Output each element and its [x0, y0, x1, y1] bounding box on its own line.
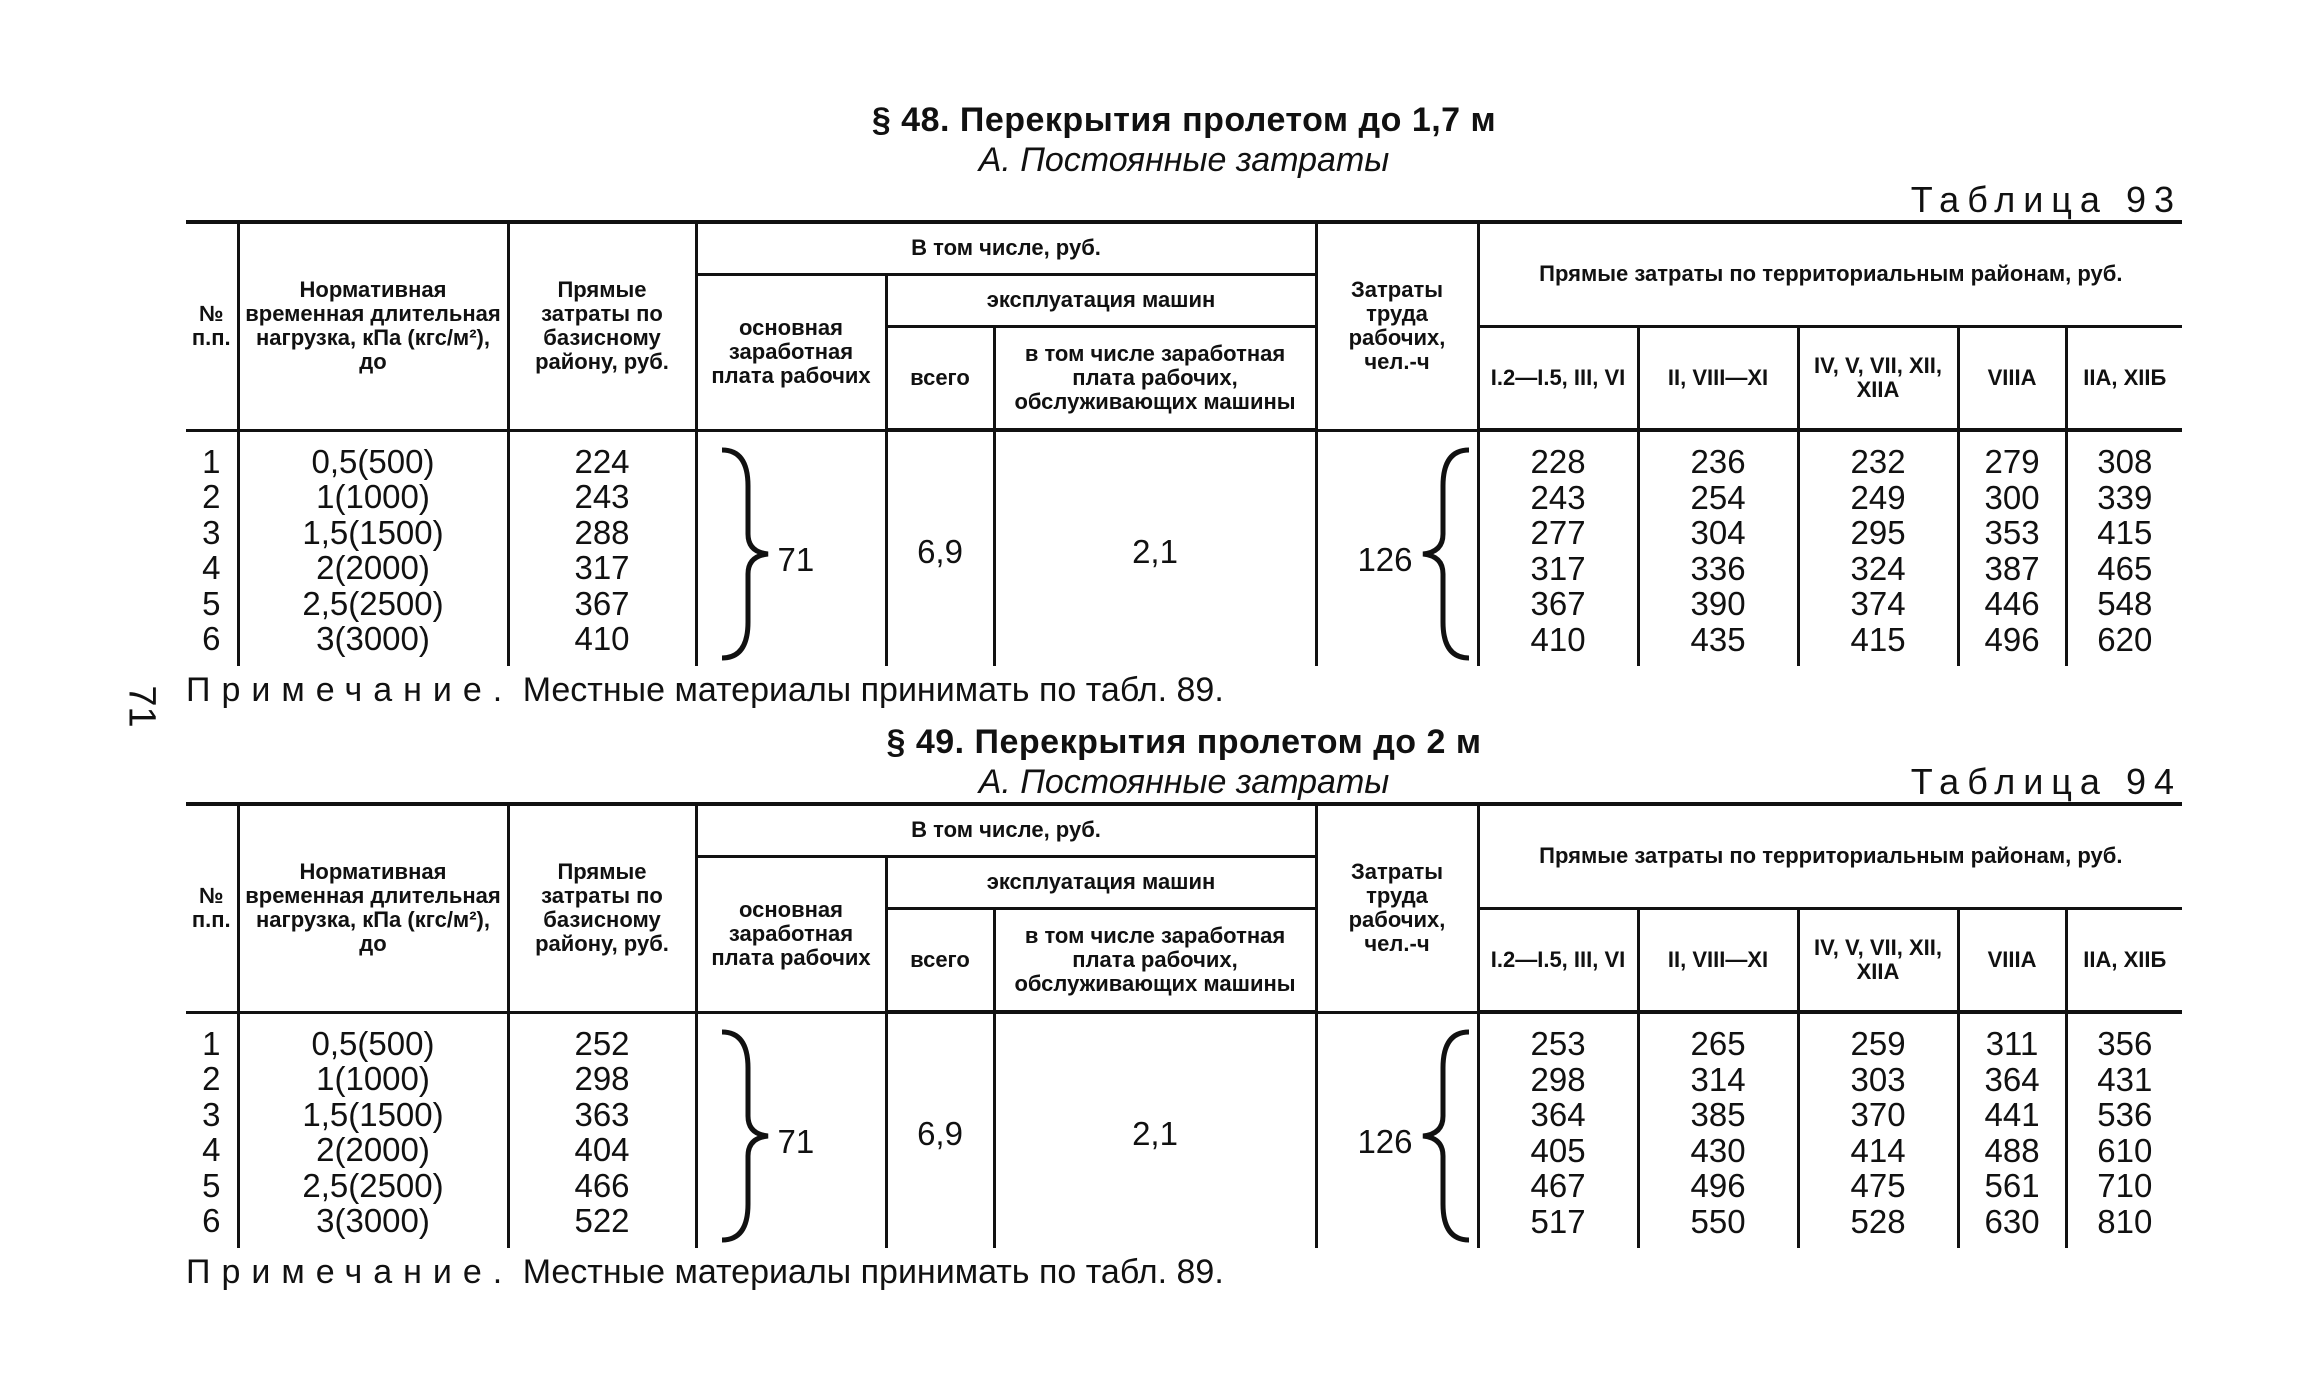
mach-total-value: 6,9	[886, 430, 994, 666]
header-region-5: IIA, XIIБ	[2066, 326, 2182, 430]
note-text: Местные материалы принимать по табл. 89.	[513, 671, 1224, 709]
header-no: № п.п.	[186, 804, 238, 1012]
right-brace-icon	[718, 1028, 774, 1244]
header-load: Нормативная временная длительная нагрузка, кПа (кгс/м²), до	[238, 804, 508, 1012]
row-numbers: 1 2 3 4 5 6	[186, 1012, 238, 1248]
region-2-values: 265 314 385 430 496 550	[1638, 1012, 1798, 1248]
header-region-4: VIIIA	[1958, 908, 2066, 1012]
direct-cost-values: 224 243 288 317 367 410	[508, 430, 696, 666]
region-4-values: 311 364 441 488 561 630	[1958, 1012, 2066, 1248]
header-region-1: I.2—I.5, III, VI	[1478, 908, 1638, 1012]
header-regional: Прямые затраты по территориальным районам, руб.	[1478, 804, 2182, 908]
header-direct: Прямые затраты по базисному району, руб.	[508, 804, 696, 1012]
header-mach-wage: в том числе заработная плата рабочих, обслуживающих машины	[994, 326, 1316, 430]
region-1-values: 253 298 364 405 467 517	[1478, 1012, 1638, 1248]
region-3-values: 259 303 370 414 475 528	[1798, 1012, 1958, 1248]
wage-cell	[696, 1012, 886, 1248]
region-1-values: 228 243 277 317 367 410	[1478, 430, 1638, 666]
direct-cost-values: 252 298 363 404 466 522	[508, 1012, 696, 1248]
wage-value: 71	[777, 540, 815, 578]
labor-value: 126	[1357, 1122, 1413, 1160]
section-title: § 49. Перекрытия пролетом до 2 м	[886, 723, 1482, 761]
load-values: 0,5(500) 1(1000) 1,5(1500) 2(2000) 2,5(2500) 3(3000)	[238, 1012, 508, 1248]
table-label: Таблица 94	[1910, 761, 2182, 802]
table-note	[186, 1252, 2182, 1292]
region-4-values: 279 300 353 387 446 496	[1958, 430, 2066, 666]
header-direct: Прямые затраты по базисному району, руб.	[508, 222, 696, 430]
left-brace-icon	[1417, 1028, 1473, 1244]
header-region-3: IV, V, VII, XII, XIIA	[1798, 326, 1958, 430]
header-regional: Прямые затраты по территориальным районам, руб.	[1478, 222, 2182, 326]
header-region-2: II, VIII—XI	[1638, 908, 1798, 1012]
header-mach-wage: в том числе заработная плата рабочих, обслуживающих машины	[994, 908, 1316, 1012]
section-48	[186, 100, 2182, 710]
table-note	[186, 670, 2182, 710]
mach-wage-value: 2,1	[994, 430, 1316, 666]
mach-total-value: 6,9	[886, 1012, 994, 1248]
header-region-3: IV, V, VII, XII, XIIA	[1798, 908, 1958, 1012]
header-labor: Затраты труда рабочих, чел.-ч	[1316, 804, 1478, 1012]
cost-table-93	[186, 220, 2182, 666]
header-total: всего	[886, 326, 994, 430]
header-region-2: II, VIII—XI	[1638, 326, 1798, 430]
wage-cell	[696, 430, 886, 666]
note-lead: Примечание.	[186, 1253, 514, 1291]
labor-value: 126	[1357, 540, 1413, 578]
note-text: Местные материалы принимать по табл. 89.	[513, 1253, 1224, 1291]
wage-value: 71	[777, 1122, 815, 1160]
header-wage: основная заработная плата рабочих	[696, 274, 886, 430]
labor-cell	[1316, 430, 1478, 666]
section-subtitle: А. Постоянные затраты	[978, 763, 1390, 801]
header-region-4: VIIIA	[1958, 326, 2066, 430]
header-incl: В том числе, руб.	[696, 222, 1316, 274]
section-title: § 48. Перекрытия пролетом до 1,7 м	[871, 101, 1497, 139]
table-label: Таблица 93	[1910, 179, 2182, 220]
header-mach: эксплуатация машин	[886, 856, 1316, 908]
header-no: № п.п.	[186, 222, 238, 430]
load-values: 0,5(500) 1(1000) 1,5(1500) 2(2000) 2,5(2500) 3(3000)	[238, 430, 508, 666]
region-2-values: 236 254 304 336 390 435	[1638, 430, 1798, 666]
region-3-values: 232 249 295 324 374 415	[1798, 430, 1958, 666]
right-brace-icon	[718, 446, 774, 662]
section-49	[186, 722, 2182, 1292]
header-load: Нормативная временная длительная нагрузка, кПа (кгс/м²), до	[238, 222, 508, 430]
region-5-values: 308 339 415 465 548 620	[2066, 430, 2182, 666]
header-wage: основная заработная плата рабочих	[696, 856, 886, 1012]
page-number: 71	[120, 685, 163, 728]
header-region-5: IIA, XIIБ	[2066, 908, 2182, 1012]
section-subtitle: А. Постоянные затраты	[978, 141, 1390, 179]
cost-table-94	[186, 802, 2182, 1248]
region-5-values: 356 431 536 610 710 810	[2066, 1012, 2182, 1248]
header-mach: эксплуатация машин	[886, 274, 1316, 326]
note-lead: Примечание.	[186, 671, 514, 709]
header-region-1: I.2—I.5, III, VI	[1478, 326, 1638, 430]
labor-cell	[1316, 1012, 1478, 1248]
header-total: всего	[886, 908, 994, 1012]
mach-wage-value: 2,1	[994, 1012, 1316, 1248]
left-brace-icon	[1417, 446, 1473, 662]
row-numbers: 1 2 3 4 5 6	[186, 430, 238, 666]
header-labor: Затраты труда рабочих, чел.-ч	[1316, 222, 1478, 430]
header-incl: В том числе, руб.	[696, 804, 1316, 856]
